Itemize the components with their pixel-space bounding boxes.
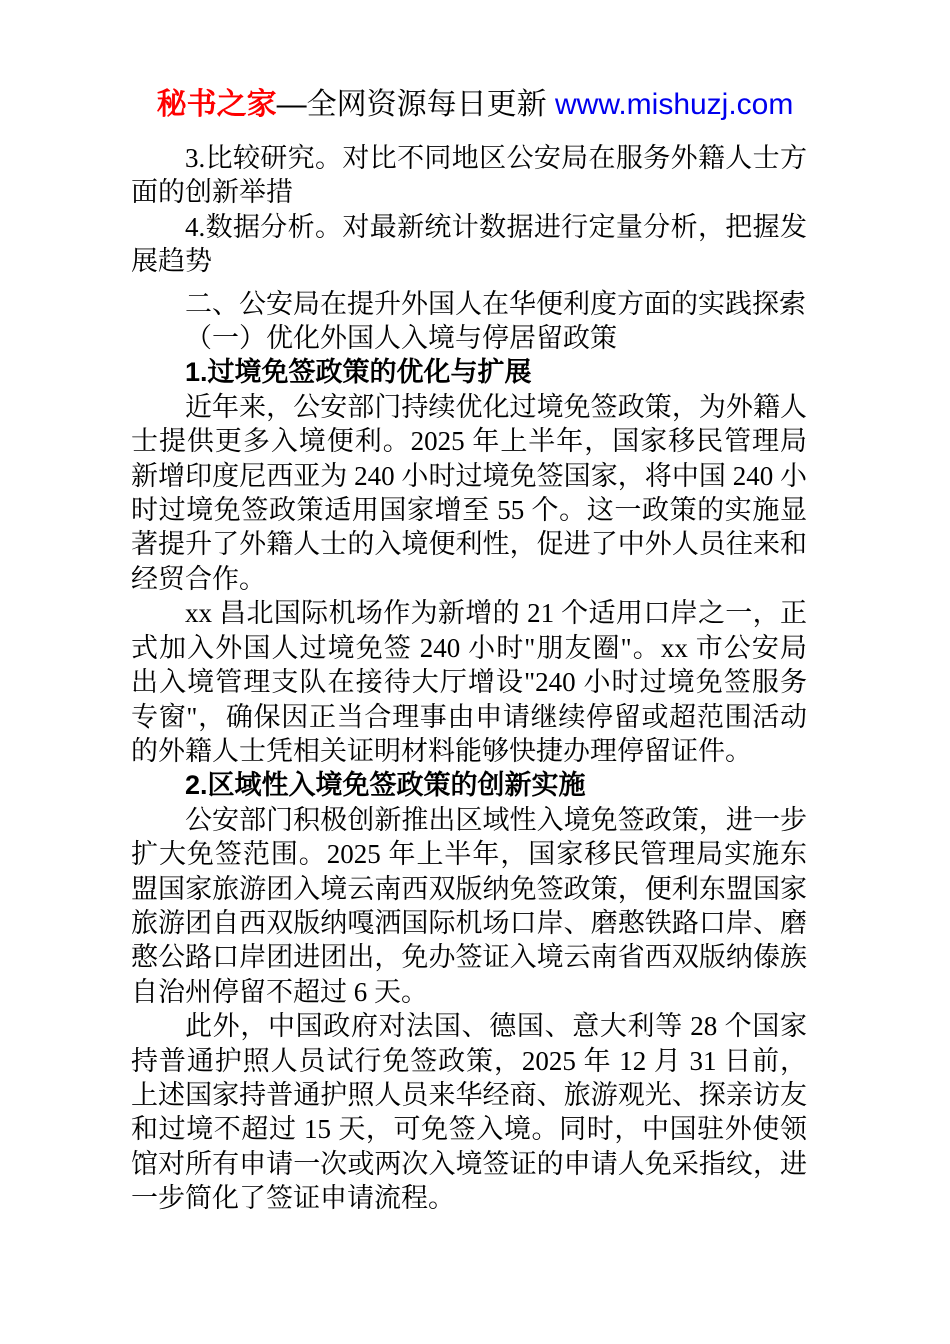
paragraph-transit-visa-policy: 近年来，公安部门持续优化过境免签政策，为外籍人士提供更多入境便利。2025 年上半年，国家移民管理局新增印度尼西亚为 240 小时过境免签国家，将中国 240 小时过境免签政策适用国家增至 55 个。这一政策的实施显著提升了外籍人士的入境便利性，促进了中外人员往来和经贸合作。 bbox=[131, 391, 807, 594]
site-name: 秘书之家 bbox=[156, 88, 277, 121]
paragraph-regional-visa-policy: 公安部门积极创新推出区域性入境免签政策，进一步扩大免签范围。2025 年上半年，国家移民管理局实施东盟国家旅游团入境云南西双版纳免签政策，便利东盟国家旅游团自西双版纳嘎洒国际机场口岸、磨憨铁路口岸、磨憨公路口岸团进团出，免办签证入境云南省西双版纳傣族自治州停留不超过 6 天。 bbox=[131, 804, 807, 1007]
doc-header bbox=[0, 86, 950, 124]
section-heading-2: 二、公安局在提升外国人在华便利度方面的实践探索 bbox=[185, 288, 806, 319]
header-tagline: —全网资源每日更新 bbox=[276, 88, 555, 121]
doc-body bbox=[131, 141, 807, 1216]
sub-heading-transit-visa-free: 1.过境免签政策的优化与扩展 bbox=[185, 357, 532, 388]
paragraph-research-method-4: 4.数据分析。对最新统计数据进行定量分析，把握发展趋势 bbox=[131, 211, 807, 277]
site-url-link[interactable]: www.mishuzj.com bbox=[554, 88, 794, 121]
paragraph-unilateral-visa-free: 此外，中国政府对法国、德国、意大利等 28 个国家持普通护照人员试行免签政策，2025 年 12 月 31 日前，上述国家持普通护照人员来华经商、旅游观光、探亲访友和过境不超过 15 天，可免签入境。同时，中国驻外使领馆对所有申请一次或两次入境签证的申请人免采指纹，进一步简化了签证申请流程。 bbox=[131, 1011, 807, 1214]
subsection-heading-1: （一）优化外国人入境与停居留政策 bbox=[185, 323, 617, 354]
paragraph-research-method-3: 3.比较研究。对比不同地区公安局在服务外籍人士方面的创新举措 bbox=[131, 143, 807, 208]
sub-heading-regional-visa-free: 2.区域性入境免签政策的创新实施 bbox=[185, 770, 586, 801]
paragraph-changbei-airport: xx 昌北国际机场作为新增的 21 个适用口岸之一，正式加入外国人过境免签 240 小时"朋友圈"。xx 市公安局出入境管理支队在接待大厅增设"240 小时过境免签服务专窗"，确保因正当合理事由申请继续停留或超范围活动的外籍人士凭相关证明材料能够快捷办理停留证件。 bbox=[131, 598, 807, 766]
